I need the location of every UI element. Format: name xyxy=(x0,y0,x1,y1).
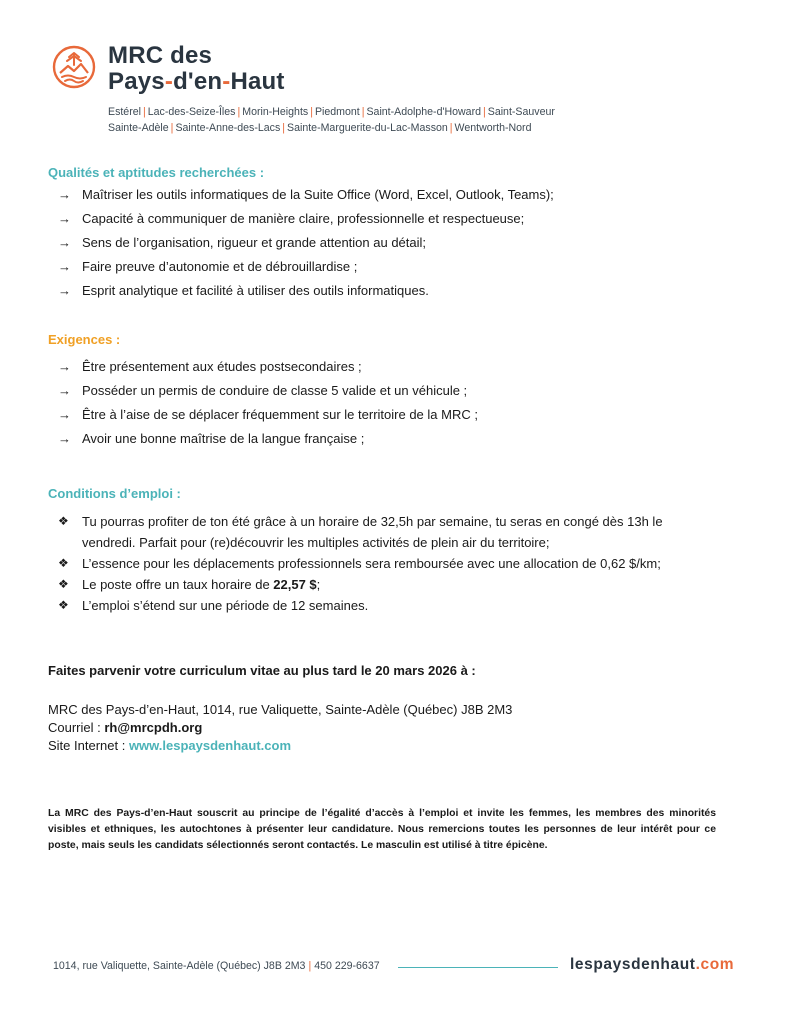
list-item xyxy=(58,553,663,574)
text-part: ; xyxy=(316,577,321,592)
separator: | xyxy=(237,106,241,118)
text-part: Le poste offre un taux horaire de xyxy=(82,577,274,592)
list-item xyxy=(58,282,554,306)
list-item-text: Posséder un permis de conduire de classe 5 valide et un véhicule ; xyxy=(82,383,468,398)
separator: | xyxy=(310,106,313,118)
diamond-bullet-icon: ❖ xyxy=(58,577,69,591)
list-item-text: Sens de l’organisation, rigueur et grande attention au détail; xyxy=(82,235,427,250)
list-item-text: Capacité à communiquer de manière claire, professionnelle et respectueuse; xyxy=(82,211,525,226)
logo-line-1: MRC des xyxy=(108,42,213,69)
municipalities-list xyxy=(108,104,555,136)
email-link[interactable]: rh@mrcpdh.org xyxy=(104,720,203,735)
list-item-text: Avoir une bonne maîtrise de la langue française ; xyxy=(82,431,365,446)
logo-word-haut: Haut xyxy=(230,68,285,95)
logo-wordmark xyxy=(108,43,285,95)
list-item-text: Esprit analytique et facilité à utiliser des outils informatiques. xyxy=(82,283,429,298)
municipality: Sainte-Adèle xyxy=(108,122,169,134)
list-item xyxy=(58,595,663,616)
exigences-list xyxy=(58,358,478,454)
municipality: Piedmont xyxy=(314,106,360,118)
list-item xyxy=(58,382,478,406)
separator: | xyxy=(449,122,453,134)
separator: | xyxy=(282,122,286,134)
diamond-bullet-icon: ❖ xyxy=(58,556,69,570)
logo-word-den: d'en xyxy=(173,68,223,95)
list-item-text: Être à l’aise de se déplacer fréquemment sur le territoire de la MRC ; xyxy=(82,407,478,422)
diamond-bullet-icon: ❖ xyxy=(58,598,69,612)
footer-website-link[interactable] xyxy=(570,956,734,974)
qualites-list xyxy=(58,186,554,306)
equal-opportunity-disclaimer: La MRC des Pays-d’en-Haut souscrit au principe de l’égalité d’accès à l’emploi et invite les femmes, les membres des minorités visibles et ethniques, les autochtones à présenter leur candidature. Nous remercions toutes les personnes de leur intérêt pour ce poste, mais seuls les candidats sélectionnés seront contactés. Le masculin est utilisé à titre épicène. xyxy=(48,808,716,851)
separator: | xyxy=(482,106,486,118)
municipalities-row-2 xyxy=(108,120,555,136)
arrow-right-icon: → xyxy=(58,187,71,202)
footer-address xyxy=(53,960,380,972)
exigences-title: Exigences : xyxy=(48,332,121,347)
municipality: Sainte-Marguerite-du-Lac-Masson xyxy=(287,122,448,134)
list-item-text: L’essence pour les déplacements professionnels sera remboursée avec une allocation de 0,62 $/km; xyxy=(82,556,661,571)
list-item-text: Maîtriser les outils informatiques de la Suite Office (Word, Excel, Outlook, Teams); xyxy=(82,187,554,202)
municipality: Saint-Sauveur xyxy=(487,106,555,118)
mrc-logo-icon xyxy=(52,45,96,89)
text-line: Tu pourras profiter de ton été grâce à un horaire de 32,5h par semaine, tu seras en congé dès 13h le xyxy=(82,514,663,529)
arrow-right-icon: → xyxy=(58,383,71,398)
list-item-text: Faire preuve d’autonomie et de débrouillardise ; xyxy=(82,259,358,274)
list-item xyxy=(58,234,554,258)
footer-phone: 450 229-6637 xyxy=(314,960,380,972)
arrow-right-icon: → xyxy=(58,407,71,422)
municipality: Estérel xyxy=(108,106,141,118)
apply-site-line xyxy=(48,737,291,755)
email-label: Courriel : xyxy=(48,720,105,735)
list-item xyxy=(58,210,554,234)
text-line: vendredi. Parfait pour (re)découvrir les multiples activités de plein air du territoire; xyxy=(82,535,550,550)
footer-address-text: 1014, rue Valiquette, Sainte-Adèle (Québec) J8B 2M3 xyxy=(53,960,306,972)
footer-site-main: lespaysdenhaut xyxy=(570,956,696,973)
list-item xyxy=(58,430,478,454)
municipality: Lac-des-Seize-Îles xyxy=(147,106,236,118)
footer-divider xyxy=(398,967,558,968)
apply-address: MRC des Pays-d’en-Haut, 1014, rue Valiquette, Sainte-Adèle (Québec) J8B 2M3 xyxy=(48,702,513,717)
list-item-text: L’emploi s’étend sur une période de 12 semaines. xyxy=(82,598,369,613)
conditions-title: Conditions d’emploi : xyxy=(48,486,181,501)
list-item xyxy=(58,511,663,553)
qualites-title: Qualités et aptitudes recherchées : xyxy=(48,165,265,180)
separator: | xyxy=(308,960,312,972)
list-item-text xyxy=(82,511,663,553)
list-item xyxy=(58,258,554,282)
arrow-right-icon: → xyxy=(58,359,71,374)
site-label: Site Internet : xyxy=(48,738,129,753)
list-item-text xyxy=(82,574,320,595)
arrow-right-icon: → xyxy=(58,211,71,226)
logo-hyphen: - xyxy=(164,68,174,95)
arrow-right-icon: → xyxy=(58,259,71,274)
website-link[interactable]: www.lespaysdenhaut.com xyxy=(128,738,291,753)
separator: | xyxy=(170,122,174,134)
logo-word-pays: Pays xyxy=(108,68,165,95)
footer-site-tld: .com xyxy=(695,956,735,973)
diamond-bullet-icon: ❖ xyxy=(58,514,69,528)
arrow-right-icon: → xyxy=(58,235,71,250)
separator: | xyxy=(361,106,365,118)
hourly-rate: 22,57 $ xyxy=(273,577,317,592)
municipality: Sainte-Anne-des-Lacs xyxy=(175,122,281,134)
apply-email-line xyxy=(48,719,202,737)
arrow-right-icon: → xyxy=(58,431,71,446)
municipalities-row-1 xyxy=(108,104,555,120)
list-item xyxy=(58,186,554,210)
list-item-text: Être présentement aux études postsecondaires ; xyxy=(82,359,362,374)
logo-hyphen: - xyxy=(222,68,231,95)
municipality: Morin-Heights xyxy=(242,106,309,118)
list-item xyxy=(58,358,478,382)
list-item xyxy=(58,406,478,430)
logo-line-2 xyxy=(108,69,285,95)
municipality: Saint-Adolphe-d'Howard xyxy=(366,106,481,118)
list-item xyxy=(58,574,663,595)
arrow-right-icon: → xyxy=(58,283,71,298)
apply-heading: Faites parvenir votre curriculum vitae au plus tard le 20 mars 2026 à : xyxy=(48,663,476,678)
conditions-list xyxy=(58,511,663,616)
separator: | xyxy=(142,106,146,118)
municipality: Wentworth-Nord xyxy=(454,122,532,134)
